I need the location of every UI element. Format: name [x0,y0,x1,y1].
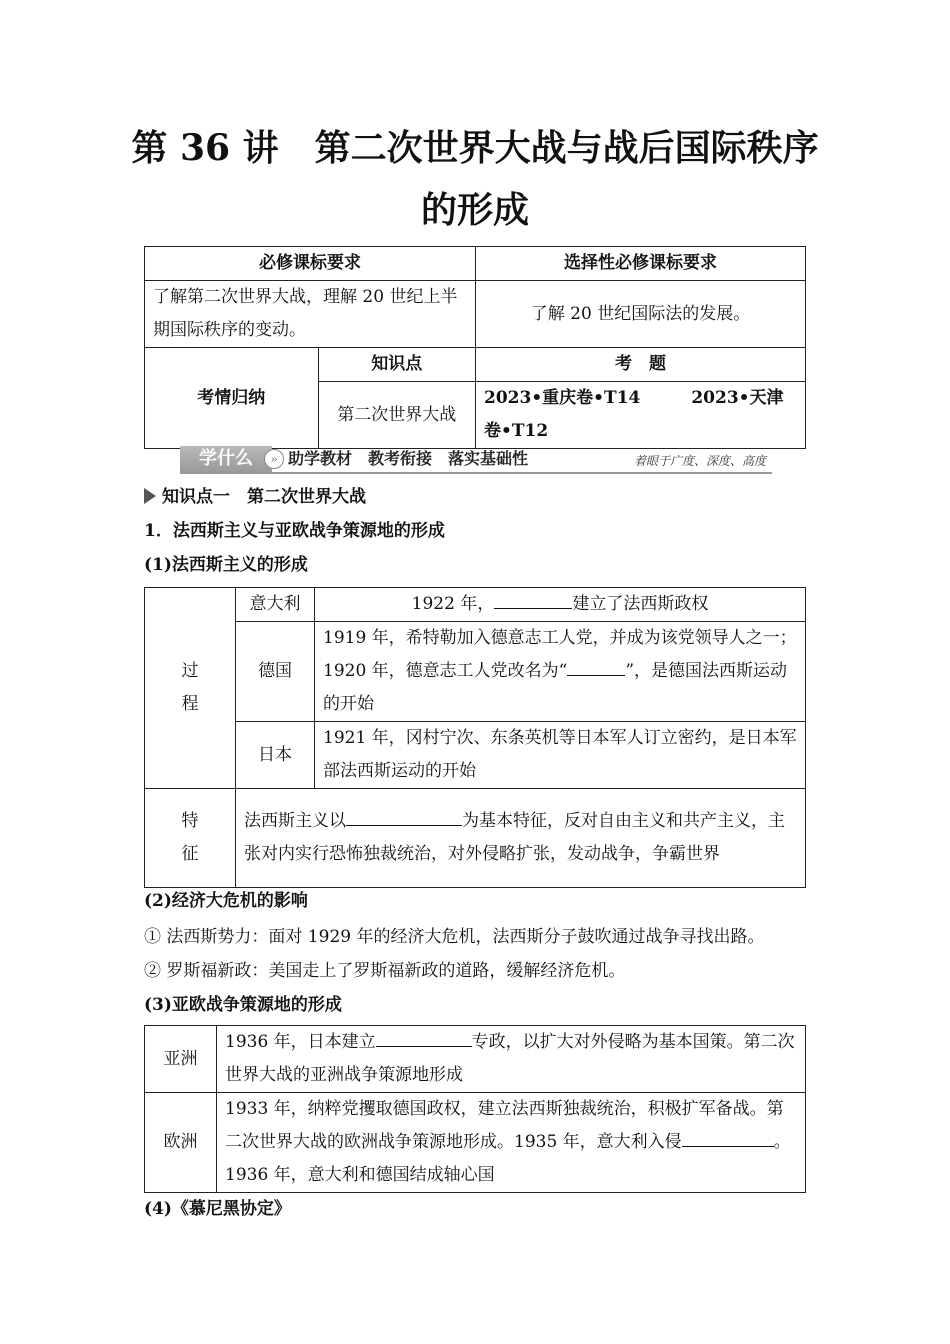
section-banner [180,446,772,474]
subheading-1: 1．法西斯主义与亚欧战争策源地的形成 [144,521,445,541]
fascism-table [144,587,806,888]
war-sources-table [144,1025,806,1193]
subheading-1-1: (1)法西斯主义的形成 [144,555,308,575]
munich-heading: (4)《慕尼黑协定》 [144,1199,291,1219]
header-required: 必修课标要求 [145,247,476,281]
exam-items: 2023•重庆卷•T14 2023•天津卷•T12 [476,382,806,449]
answer-blank[interactable] [567,657,625,676]
country-germany: 德国 [236,622,315,722]
crisis-point-1: ① 法西斯势力：面对 1929 年的经济大危机，法西斯分子鼓吹通过战争寻找出路。 [144,927,765,947]
section-heading [144,482,366,512]
requirements-table [144,246,806,449]
germany-text: 1919 年，希特勒加入德意志工人党，并成为该党领导人之一；1920 年，德意志工人党改名为“ ”，是德国法西斯运动的开始 [315,622,806,722]
region-europe: 欧洲 [145,1093,217,1193]
answer-blank[interactable] [494,590,572,609]
japan-text: 1921 年，冈村宁次、东条英机等日本军人订立密约，是日本军部法西斯运动的开始 [315,722,806,789]
country-italy: 意大利 [236,588,315,622]
banner-rule [180,472,772,474]
process-label: 过 程 [145,588,236,789]
header-elective: 选择性必修课标要求 [476,247,806,281]
arrow-circle-icon: » [264,449,284,469]
country-japan: 日本 [236,722,315,789]
banner-slogan: 着眼于广度、深度、高度 [633,454,766,468]
banner-items: 助学教材 教考衔接 落实基础性 [288,449,529,468]
region-asia: 亚洲 [145,1026,217,1093]
banner-tag: 学什么 [180,446,272,472]
europe-text: 1933 年，纳粹党攫取德国政权，建立法西斯独裁统治，积极扩军备战。第二次世界大战的欧洲战争策源地形成。1935 年，意大利入侵 。1936 年，意大利和德国结成轴心国 [217,1093,806,1193]
elective-text: 了解 20 世纪国际法的发展。 [476,281,806,348]
knowledge-item: 第二次世界大战 [318,382,475,449]
play-triangle-icon [144,488,156,504]
feature-label: 特 征 [145,789,236,888]
exam-header: 考 题 [476,348,806,382]
crisis-heading: (2)经济大危机的影响 [144,891,308,911]
page-title-line2: 的形成 [420,189,529,231]
answer-blank[interactable] [682,1128,774,1147]
knowledge-header: 知识点 [318,348,475,382]
crisis-point-2: ② 罗斯福新政：美国走上了罗斯福新政的道路，缓解经济危机。 [144,961,626,981]
required-text: 了解第二次世界大战，理解 20 世纪上半期国际秩序的变动。 [145,281,476,348]
exam-summary-label: 考情归纳 [145,348,319,449]
sources-heading: (3)亚欧战争策源地的形成 [144,995,342,1015]
asia-text: 1936 年，日本建立 专政，以扩大对外侵略为基本国策。第二次世界大战的亚洲战争策源地形成 [217,1026,806,1093]
section-heading-text: 知识点一 第二次世界大战 [162,487,366,507]
answer-blank[interactable] [346,807,462,826]
page-title-line1: 第 36 讲 第二次世界大战与战后国际秩序 [131,127,819,169]
answer-blank[interactable] [376,1028,472,1047]
italy-text: 1922 年， 建立了法西斯政权 [315,588,806,622]
feature-text: 法西斯主义以 为基本特征，反对自由主义和共产主义，主张对内实行恐怖独裁统治，对外侵略扩张，发动战争，争霸世界 [236,789,806,888]
